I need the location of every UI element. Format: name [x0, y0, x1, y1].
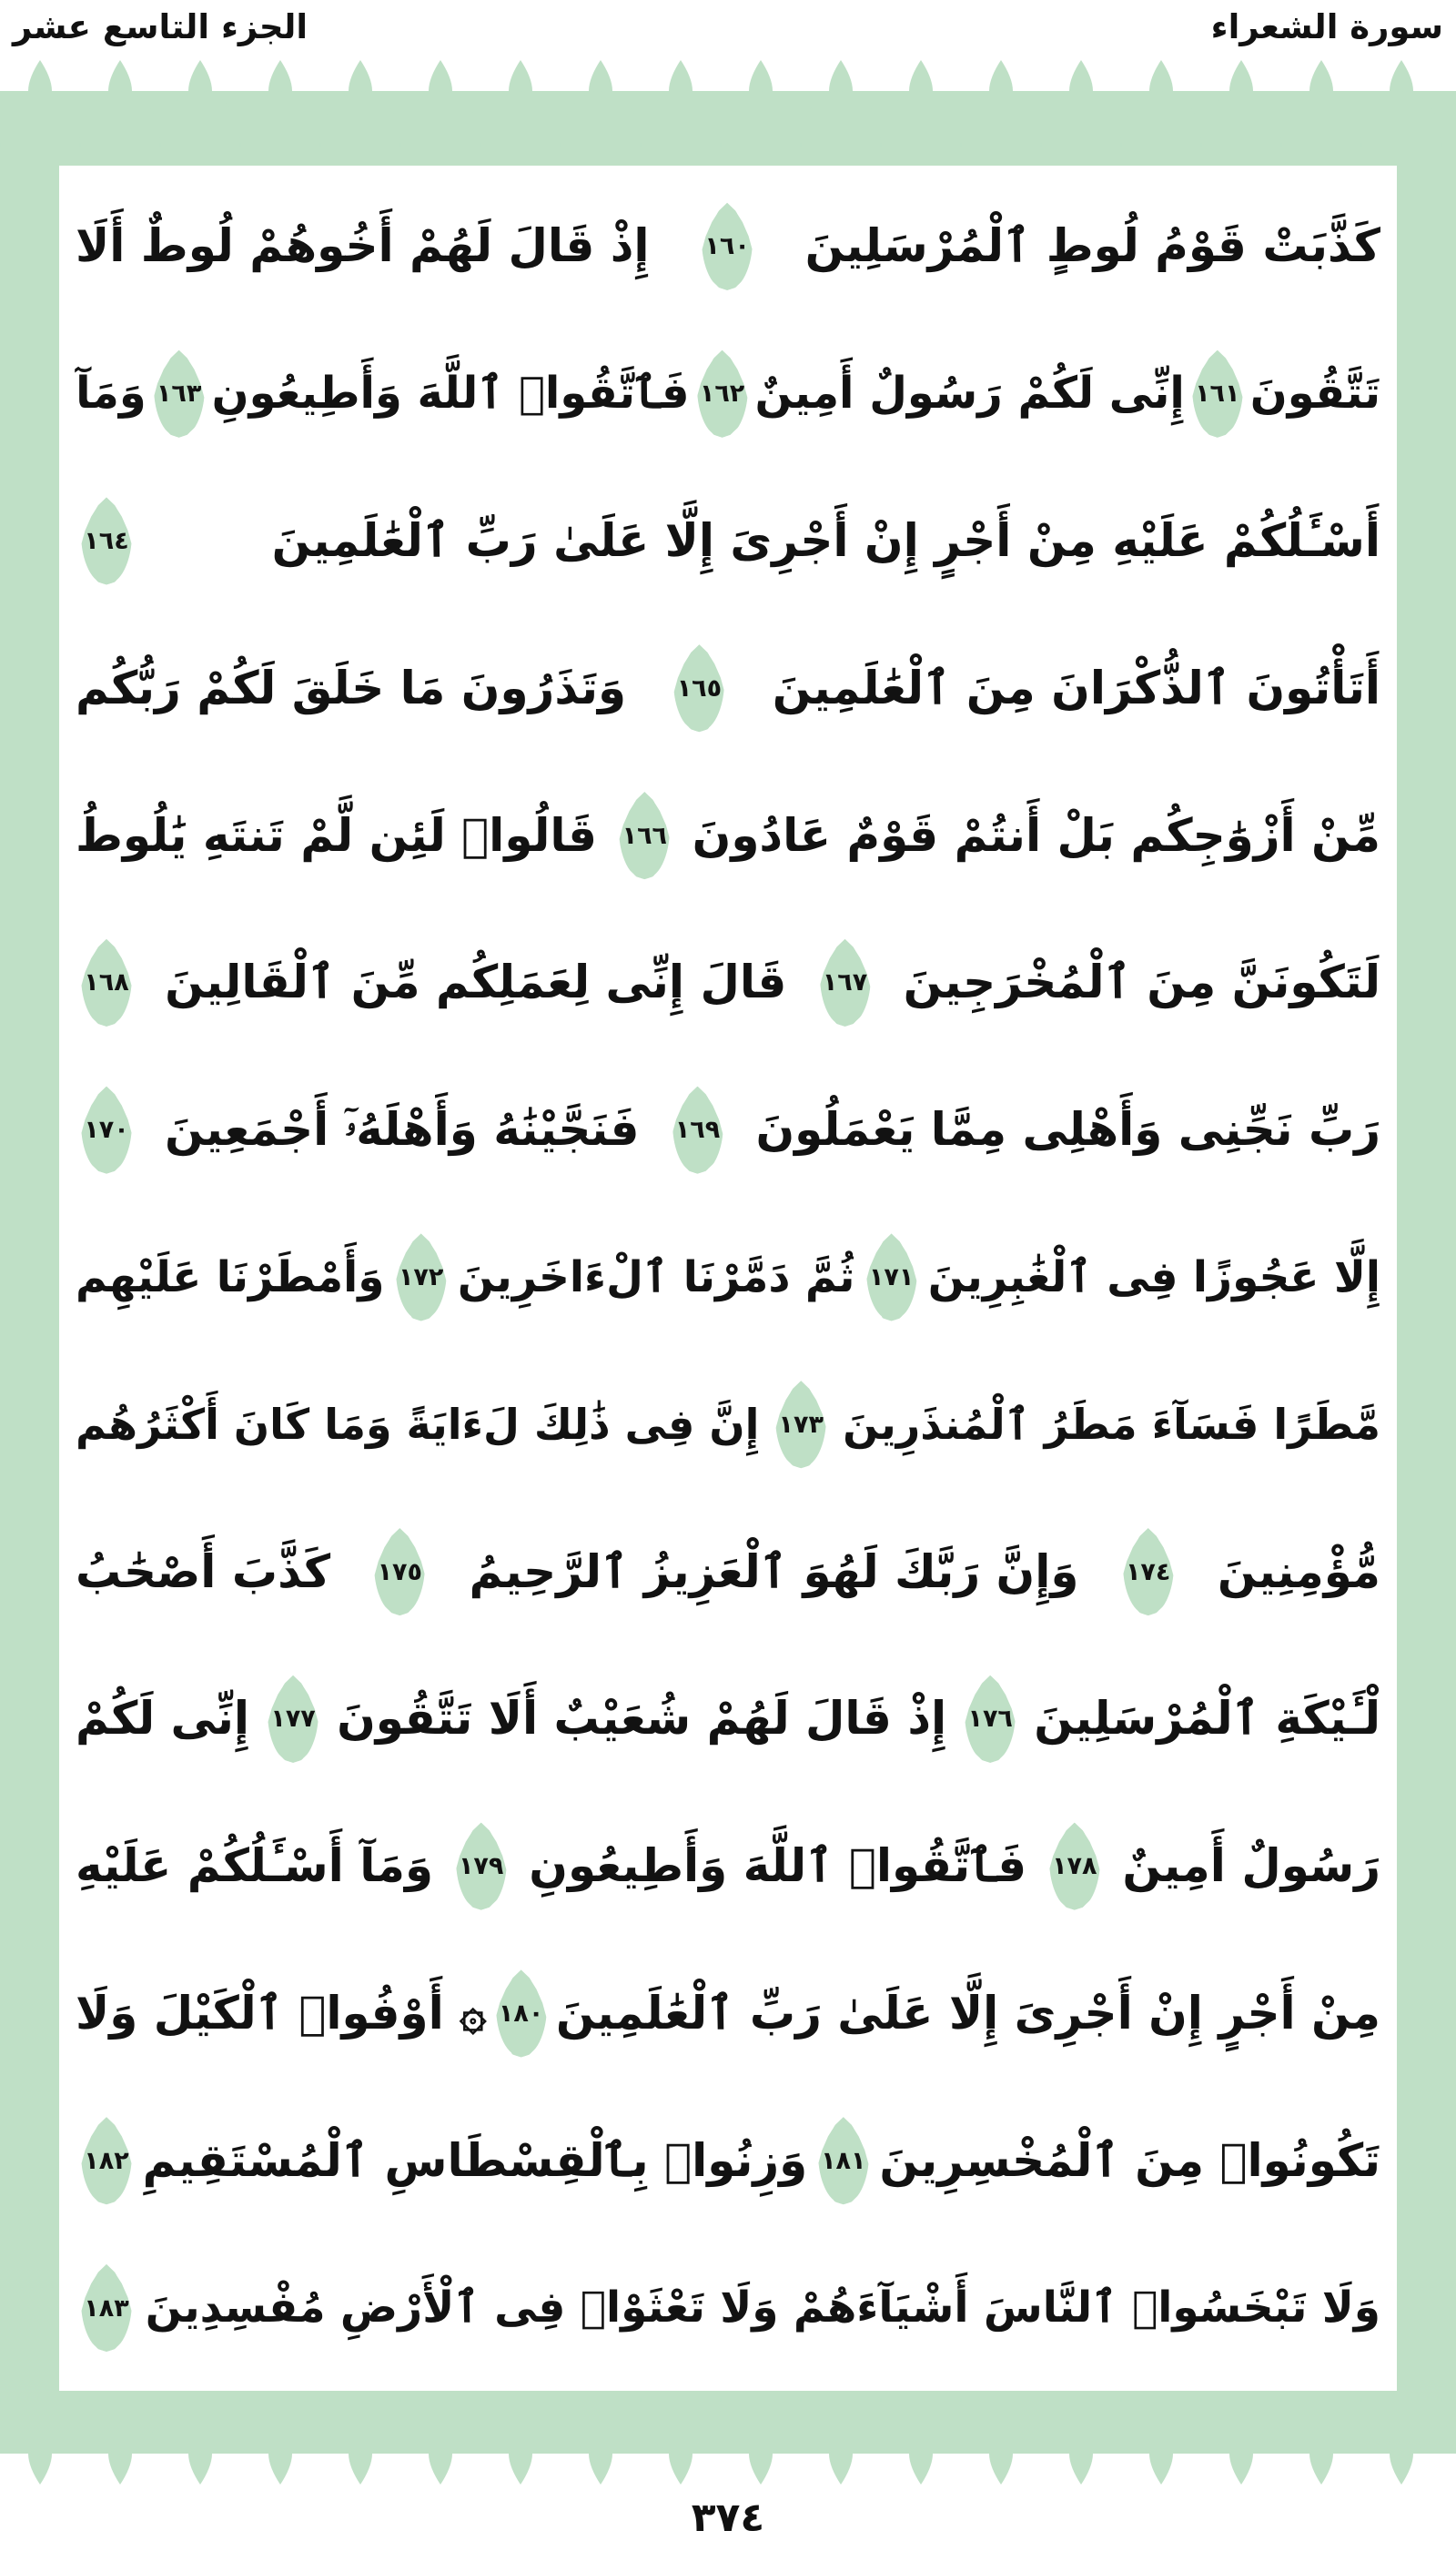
ayah-text-segment: أَسْـَٔلُكُمْ عَلَيْهِ مِنْ أَجْرٍ إِنْ أَجْرِىَ إِلَّا عَلَىٰ رَبِّ ٱلْعَٰلَمِينَ: [271, 513, 1380, 567]
ayah-number-label: ١٨٠: [498, 1999, 544, 2028]
ayah-number-label: ١٧٧: [270, 1705, 316, 1734]
ayah-number-label: ١٦٤: [84, 526, 129, 555]
ayah-number-marker[interactable]: [496, 1969, 547, 2057]
ayah-number-label: ١٧٤: [1125, 1557, 1171, 1586]
ayah-number-marker[interactable]: [965, 1675, 1016, 1763]
ayah-text-segment: لَتَكُونَنَّ مِنَ ٱلْمُخْرَجِينَ: [903, 956, 1380, 1009]
ayah-line: [76, 1087, 1380, 1174]
ayah-text-segment: مِنْ أَجْرٍ إِنْ أَجْرِىَ إِلَّا عَلَىٰ رَبِّ ٱلْعَٰلَمِينَ: [555, 1986, 1380, 2040]
ayah-line: [76, 2264, 1380, 2352]
page-number: ٣٧٤: [691, 2495, 765, 2541]
ayah-text-segment: فَٱتَّقُوا۟ ٱللَّهَ وَأَطِيعُونِ: [211, 368, 690, 420]
ayah-text-segment: إِنِّى لَكُمْ: [76, 1692, 250, 1746]
ayah-number-label: ١٧٥: [377, 1557, 423, 1586]
ayah-text-segment: إِلَّا عَجُوزًا فِى ٱلْغَٰبِرِينَ: [927, 1251, 1380, 1302]
ayah-number-marker[interactable]: [81, 497, 132, 584]
ayah-text-segment: قَالَ إِنِّى لِعَمَلِكُم مِّنَ ٱلْقَالِينَ: [165, 956, 787, 1009]
ayah-line: [76, 203, 1380, 290]
ayah-text-segment: أَتَأْتُونَ ٱلذُّكْرَانَ مِنَ ٱلْعَٰلَمِينَ: [772, 661, 1380, 714]
ayah-text-segment: وَأَمْطَرْنَا عَلَيْهِم: [76, 1251, 385, 1302]
ayah-text-segment: فَنَجَّيْنَٰهُ وَأَهْلَهُۥٓ أَجْمَعِينَ: [164, 1103, 640, 1157]
juz-name-label: الجزء التاسع عشر: [13, 6, 308, 46]
ayah-number-marker[interactable]: [268, 1675, 318, 1763]
ayah-line: [76, 1528, 1380, 1615]
ayah-number-marker[interactable]: [818, 2117, 869, 2204]
ayah-text-segment: ثُمَّ دَمَّرْنَا ٱلْءَاخَرِينَ: [457, 1251, 855, 1302]
ayah-text-segment: إِنِّى لَكُمْ رَسُولٌ أَمِينٌ: [754, 368, 1185, 420]
ayah-number-label: ١٦٣: [156, 380, 202, 409]
ayah-number-marker[interactable]: [775, 1381, 826, 1468]
ayah-number-label: ١٦١: [1195, 380, 1240, 409]
ayah-number-label: ١٧٩: [458, 1852, 504, 1881]
ayah-text-segment: تَكُونُوا۟ مِنَ ٱلْمُخْسِرِينَ: [879, 2133, 1380, 2187]
ayah-text-segment: إِذْ قَالَ لَهُمْ أَخُوهُمْ لُوطٌ أَلَا: [76, 219, 650, 273]
ayah-text-segment: فَٱتَّقُوا۟ ٱللَّهَ وَأَطِيعُونِ: [529, 1839, 1027, 1893]
ayah-text-segment: إِذْ قَالَ لَهُمْ شُعَيْبٌ أَلَا تَتَّقُونَ: [337, 1692, 947, 1746]
ayah-number-marker[interactable]: [673, 644, 724, 732]
ayah-text-segment: رَبِّ نَجِّنِى وَأَهْلِى مِمَّا يَعْمَلُونَ: [755, 1103, 1380, 1157]
ayah-number-marker[interactable]: [396, 1233, 447, 1321]
ayah-line: [76, 1675, 1380, 1763]
ayah-line: [76, 1823, 1380, 1910]
ayah-line: [76, 2117, 1380, 2204]
ayah-number-label: ١٨٢: [84, 2146, 129, 2175]
ayah-number-label: ١٧٣: [778, 1410, 824, 1439]
ayah-number-marker[interactable]: [1123, 1528, 1174, 1615]
ayah-number-label: ١٨٣: [84, 2293, 129, 2323]
ayah-line: [76, 939, 1380, 1027]
ayah-text-segment: مَّطَرًا فَسَآءَ مَطَرُ ٱلْمُنذَرِينَ: [843, 1399, 1380, 1449]
ayah-number-label: ١٦٧: [822, 968, 868, 997]
ayah-number-label: ١٦٦: [622, 821, 668, 850]
ayah-text-segment: وَمَآ: [76, 368, 147, 420]
ayah-line: [76, 350, 1380, 438]
ayah-line: [76, 1233, 1380, 1321]
ayah-number-label: ١٨١: [821, 2146, 866, 2175]
ayah-text-segment: كَذَّبَ أَصْحَٰبُ: [76, 1544, 331, 1598]
ayah-text-segment: كَذَّبَتْ قَوْمُ لُوطٍ ٱلْمُرْسَلِينَ: [804, 219, 1380, 273]
ayah-number-marker[interactable]: [866, 1233, 917, 1321]
ayah-line: [76, 1969, 1380, 2057]
ayah-number-marker[interactable]: [697, 350, 748, 438]
ayah-number-marker[interactable]: [154, 350, 205, 438]
ayah-text-segment: رَسُولٌ أَمِينٌ: [1122, 1839, 1380, 1893]
ayah-number-marker[interactable]: [81, 2117, 132, 2204]
ayah-number-label: ١٧١: [868, 1262, 915, 1291]
ayah-line: [76, 792, 1380, 879]
ayah-number-marker[interactable]: [374, 1528, 425, 1615]
ayah-text-segment: مُّؤْمِنِينَ: [1217, 1544, 1380, 1598]
ayah-number-marker[interactable]: [81, 1087, 132, 1174]
ayah-text-segment: وَتَذَرُونَ مَا خَلَقَ لَكُمْ رَبُّكُم: [76, 661, 627, 714]
ayah-text-segment: لْـَٔيْكَةِ ٱلْمُرْسَلِينَ: [1034, 1692, 1380, 1746]
ayah-number-label: ١٧٢: [398, 1262, 444, 1291]
ayah-number-marker[interactable]: [619, 792, 670, 879]
ayah-text-segment: ۞ أَوْفُوا۟ ٱلْكَيْلَ وَلَا: [76, 1986, 487, 2040]
ayah-number-label: ١٦٨: [84, 968, 129, 997]
ayah-text-segment: إِنَّ فِى ذَٰلِكَ لَءَايَةً وَمَا كَانَ أَكْثَرُهُم: [76, 1399, 760, 1449]
ayah-number-marker[interactable]: [820, 939, 871, 1027]
ayah-text-segment: وَإِنَّ رَبَّكَ لَهُوَ ٱلْعَزِيزُ ٱلرَّحِيمُ: [469, 1544, 1079, 1598]
ayah-number-marker[interactable]: [81, 939, 132, 1027]
ayah-number-label: ١٧٠: [84, 1116, 129, 1145]
ayah-text-segment: وَمَآ أَسْـَٔلُكُمْ عَلَيْهِ: [76, 1839, 434, 1893]
ayah-number-label: ١٦٥: [676, 673, 723, 703]
ayah-number-label: ١٦٢: [699, 380, 745, 409]
ayah-text-segment: وَلَا تَبْخَسُوا۟ ٱلنَّاسَ أَشْيَآءَهُمْ وَلَا تَعْثَوْا۟ فِى ٱلْأَرْضِ مُفْسِدِينَ: [145, 2283, 1380, 2333]
page-header: [0, 0, 1456, 56]
ayah-text-segment: وَزِنُوا۟ بِٱلْقِسْطَاسِ ٱلْمُسْتَقِيمِ: [142, 2133, 808, 2187]
ayah-number-marker[interactable]: [702, 203, 753, 290]
surah-name-label: سورة الشعراء: [1210, 6, 1443, 46]
ayah-number-label: ١٧٦: [967, 1705, 1013, 1734]
ayah-text-segment: مِّنْ أَزْوَٰجِكُم بَلْ أَنتُمْ قَوْمٌ عَادُونَ: [692, 808, 1380, 862]
quran-text-block: [59, 166, 1397, 2391]
ayah-line: [76, 644, 1380, 732]
ayah-number-marker[interactable]: [1192, 350, 1243, 438]
ayah-number-marker[interactable]: [81, 2264, 132, 2352]
ayah-text-segment: قَالُوا۟ لَئِن لَّمْ تَنتَهِ يَٰلُوطُ: [76, 808, 597, 862]
ayah-number-marker[interactable]: [1049, 1823, 1100, 1910]
ayah-text-segment: تَتَّقُونَ: [1249, 368, 1380, 420]
ayah-number-label: ١٦٩: [674, 1116, 721, 1145]
ayah-number-label: ١٧٨: [1052, 1852, 1097, 1881]
ayah-line: [76, 1381, 1380, 1468]
ayah-number-label: ١٦٠: [704, 232, 750, 261]
ayah-line: [76, 497, 1380, 584]
ayah-number-marker[interactable]: [672, 1087, 723, 1174]
ayah-number-marker[interactable]: [456, 1823, 507, 1910]
